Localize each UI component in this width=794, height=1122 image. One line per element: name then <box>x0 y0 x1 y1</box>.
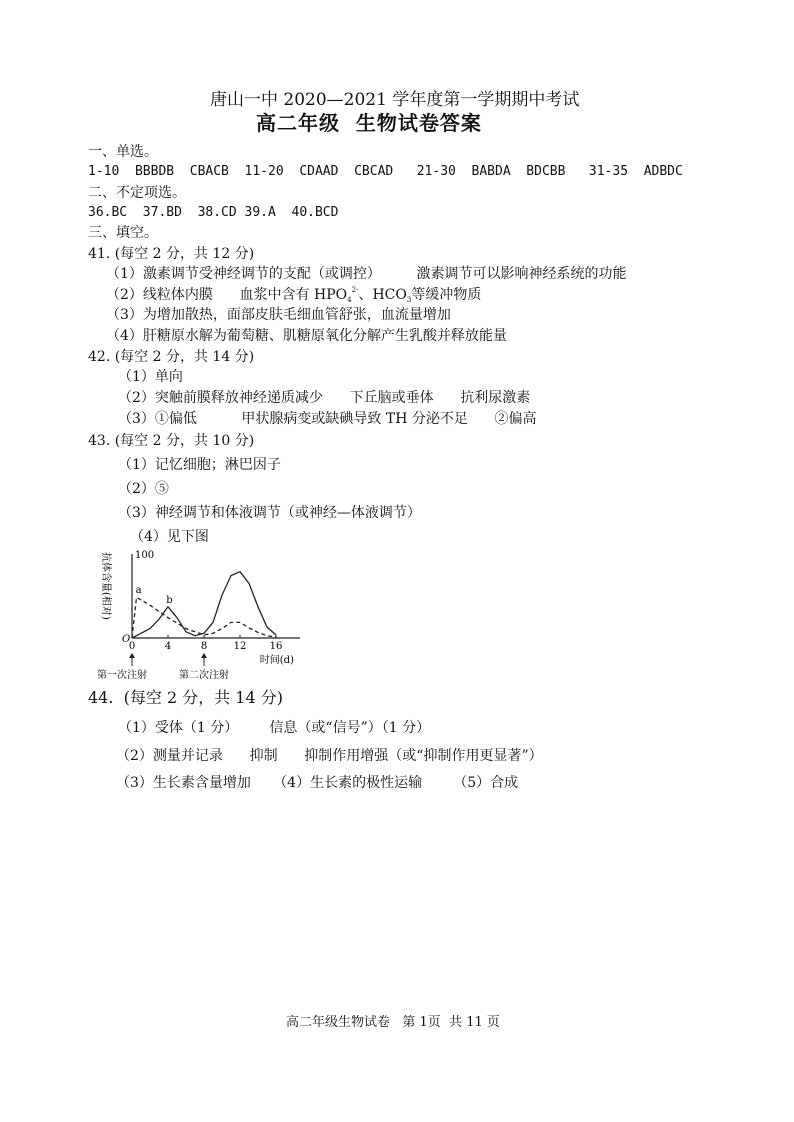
q41-answer-1: （1）激素调节受神经调节的支配（或调控） 激素调节可以影响神经系统的功能 <box>106 266 627 282</box>
q43-answer-1: （1）记忆细胞；淋巴因子 <box>118 457 281 473</box>
q41-heading: 41. (每空 2 分，共 12 分) <box>88 246 255 262</box>
section-1-heading: 一、单选。 <box>88 144 158 160</box>
x-tick-label-2: 8 <box>200 641 208 652</box>
series-b-line <box>132 572 276 638</box>
q41-answer-2-post: 等缓冲物质 <box>411 287 482 303</box>
antibody-chart <box>92 546 322 684</box>
q41-answer-4: （4）肝糖原水解为葡萄糖、肌糖原氧化分解产生乳酸并释放能量 <box>106 328 507 344</box>
series-a-line <box>132 594 276 638</box>
section-2-heading: 二、不定项选。 <box>88 185 186 201</box>
section-2-answers: 36.BC 37.BD 38.CD 39.A 40.BCD <box>88 205 339 220</box>
q44-answer-3: （3）生长素含量增加 （4）生长素的极性运输 （5）合成 <box>116 775 519 791</box>
x-tick-label-1: 4 <box>164 641 172 652</box>
q42-answer-1: （1）单向 <box>118 369 183 385</box>
x-tick-label-3: 12 <box>233 641 247 652</box>
series-a-label: a <box>135 584 142 596</box>
q42-answer-2: （2）突触前膜释放神经递质减少 下丘脑或垂体 抗利尿激素 <box>118 390 531 406</box>
q42-answer-3: （3）①偏低 甲状腺病变或缺碘导致 TH 分泌不足 ②偏高 <box>118 411 537 427</box>
origin-label: O <box>122 634 131 645</box>
q41-sub-4: 4 <box>347 296 352 304</box>
q41-answer-3: （3）为增加散热，面部皮肤毛细血管舒张，血流量增加 <box>106 307 451 323</box>
injection-arrowhead-1 <box>129 653 135 658</box>
q44-answer-2: （2）测量并记录 抑制 抑制作用增强（或“抑制作用更显著”） <box>116 748 543 764</box>
injection-arrowhead-2 <box>201 653 207 658</box>
q41-sup-2minus: 2- <box>351 286 359 294</box>
page-title: 唐山一中 2020—2021 学年度第一学期期中考试 <box>210 90 580 110</box>
q43-answer-3: （3）神经调节和体液调节（或神经—体液调节） <box>118 505 421 521</box>
q44-heading: 44. (每空 2 分，共 14 分) <box>88 688 283 707</box>
q41-answer-2 <box>106 285 481 307</box>
page-subtitle: 高二年级 生物试卷答案 <box>256 111 482 135</box>
series-b-label: b <box>166 594 173 606</box>
q41-sub-3: 3 <box>406 296 412 304</box>
chart-ylabel: 抗体含量(相对) <box>100 552 111 620</box>
q43-answer-4: （4）见下图 <box>130 529 209 545</box>
q42-heading: 42. (每空 2 分，共 14 分) <box>88 349 255 365</box>
page-footer: 高二年级生物试卷 第 1页 共 11 页 <box>286 1015 500 1030</box>
q41-answer-2-pre: （2）线粒体内膜 血浆中含有 HPO <box>106 287 348 303</box>
q43-answer-2: （2）⑤ <box>118 481 169 497</box>
injection-label-2: 第二次注射 <box>179 670 229 681</box>
x-tick-label-4: 16 <box>269 641 283 652</box>
q44-answer-1: （1）受体（1 分） 信息（或“信号”）（1 分） <box>118 720 431 736</box>
x-axis-label: 时间(d) <box>259 655 294 666</box>
y-max-label: 100 <box>135 550 155 561</box>
q41-answer-2-mid: 、HCO <box>358 287 407 303</box>
x-tick-label-0: 0 <box>128 641 136 652</box>
q43-heading: 43. (每空 2 分，共 10 分) <box>88 433 255 449</box>
injection-label-1: 第一次注射 <box>97 670 147 681</box>
section-3-heading: 三、填空。 <box>88 225 158 241</box>
section-1-answers: 1-10 BBBDB CBACB 11-20 CDAAD CBCAD 21-30 BABDA BDCBB 31-35 ADBDC <box>88 164 683 179</box>
